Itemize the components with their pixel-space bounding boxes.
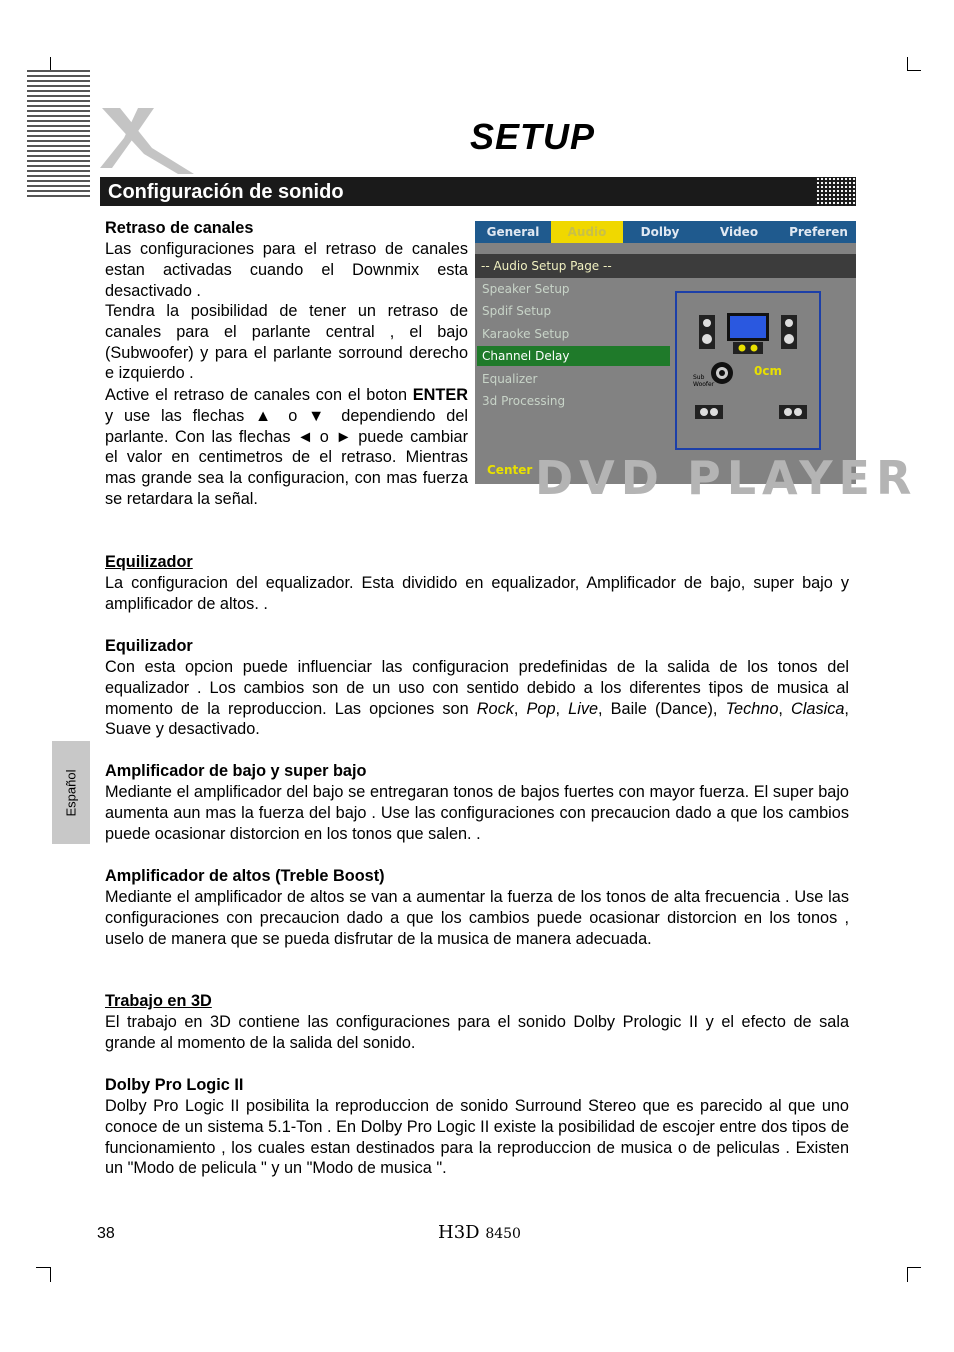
osd-tab-dolby: Dolby [640,225,680,239]
crop-mark [907,70,921,71]
paragraph-retraso-2: Tendra la posibilidad de tener un retraso de canales para el parlante central , el bajo (Subwoofer) y para el parlante sorround derecho e izquierdo . [105,302,468,383]
osd-screenshot [475,221,918,505]
osd-item-equalizer: Equalizer [482,372,538,386]
page-number: 38 [97,1225,115,1242]
paragraph-equilizador: Con esta opcion puede influenciar las configuracion predefinidas de la salida de los tonos del equalizador . Los cambios son de un uso con sentido debido a los diferentes tipos de musica al momento de la reproduccion. Las opciones son Rock, Pop, Live, Baile (Dance), Techno, Clasica, Suave y desactivado. [105,658,849,739]
crop-mark [36,1267,51,1268]
crop-mark [907,1267,908,1282]
osd-tab-audio: Audio [551,221,623,243]
paragraph-retraso-3 [105,385,468,510]
osd-item-channel-delay: Channel Delay [477,346,670,366]
osd-delay-value: 0cm [754,364,782,378]
brand-logo-icon [98,104,198,176]
text: , Suave y desactivado. [105,699,849,739]
section-header [100,177,856,206]
crop-mark [907,57,908,71]
text: Active el retraso de canales con el boton [105,386,408,404]
speaker-layout-icon [675,291,821,450]
crop-mark [907,1267,921,1268]
heading-dolby: Dolby Pro Logic II [105,1076,244,1094]
osd-sub-label [693,374,714,388]
model-name [438,1222,521,1243]
heading-equalizador: Equilizador [105,553,193,571]
section-title: Configuración de sonido [108,181,344,203]
osd-tab-video: Video [719,225,759,239]
enter-key-label: ENTER [412,386,468,404]
language-label: Español [63,769,79,816]
osd-tab-bar [475,221,856,243]
osd-item-3d: 3d Processing [482,394,566,408]
paragraph-equalizador: La configuracion del equalizador. Esta dividido en equalizador, Amplificador de bajo, super bajo y amplificador de altos. . [105,574,849,613]
heading-retraso: Retraso de canales [105,219,254,237]
heading-bajo: Amplificador de bajo y super bajo [105,762,367,780]
header-stripes [27,70,90,200]
paragraph-dolby: Dolby Pro Logic II posibilita la reproduccion de sonido Surround Stereo que es parecido al que uno conoce de un sistema 5.1-Ton . En Dolby Pro Logic II existe la posibilidad de escojer entre dos tipos de funcionamiento , los cuales estan destinados para la reproduccion de musica o de peliculas . Existen un "Modo de pelicula " y un "Modo de musica ". [105,1097,849,1178]
osd-tab-preferen: Preferen [789,225,848,239]
text: 8450 [485,1226,521,1242]
option-pop: Pop [526,699,556,718]
osd-footer-label: Center [487,463,533,477]
paragraph-trabajo-3d: El trabajo en 3D contiene las configuraciones para el sonido Dolby Prologic II y el efecto de sala grande al momento de la salida del sonido. [105,1013,849,1052]
text: H3D [438,1222,480,1243]
language-tab [52,741,90,844]
heading-equilizador: Equilizador [105,637,193,655]
text: Woofer [693,381,715,388]
option-techno: Techno [725,699,779,718]
paragraph-bajo: Mediante el amplificador del bajo se entregaran tonos de bajos fuertes con mayor fuerza. El super bajo aumenta aun mas la fuerza del bajo . Use las configuraciones con precaucion dado a que los cambios puede ocasionar distorcion en los tonos que salen. . [105,783,849,843]
osd-item-spdif: Spdif Setup [482,304,552,318]
text: Sub [693,374,705,381]
osd-item-karaoke: Karaoke Setup [482,327,570,341]
text: , Baile (Dance), [598,699,718,718]
osd-item-speaker: Speaker Setup [482,282,570,296]
text: y use las flechas ▲ o ▼ dependiendo del parlante. Con las flechas ◄ o ► puede cambiar el valor en centimetros de el retraso. Mientras mas grande sea la configuracion, con mas fuerza se retardara la señal. [105,406,468,508]
paragraph-retraso-1: Las configuraciones para el retraso de canales estan activadas cuando el Downmix esta desactivado . [105,240,468,300]
paragraph-altos: Mediante el amplificador de altos se van a aumentar la fuerza de los tonos de alta frecuencia . Use las configuraciones con precaucion dado a que los cambios puede ocasionar distorcion en los tonos , uselo de manera que se pueda disfrutar de la musica de manera adecuada. [105,888,849,948]
option-clasica: Clasica [791,699,845,718]
crop-mark [50,1267,51,1282]
osd-tab-general: General [486,225,540,239]
osd-watermark: DVD PLAYER [535,451,918,505]
heading-trabajo-3d: Trabajo en 3D [105,992,212,1010]
page-title: SETUP [470,116,596,157]
osd-page-header: -- Audio Setup Page -- [475,254,856,278]
option-live: Live [568,699,599,718]
text: Con esta opcion puede influenciar las configuracion predefinidas de la salida de los tonos del equalizador . Los cambios son de un uso con sentido debido a los diferentes tipos de musica al momento de la reproduccion. Las opciones son [105,658,849,718]
dot-pattern [816,177,856,206]
option-rock: Rock [476,699,514,718]
heading-altos: Amplificador de altos (Treble Boost) [105,867,385,885]
